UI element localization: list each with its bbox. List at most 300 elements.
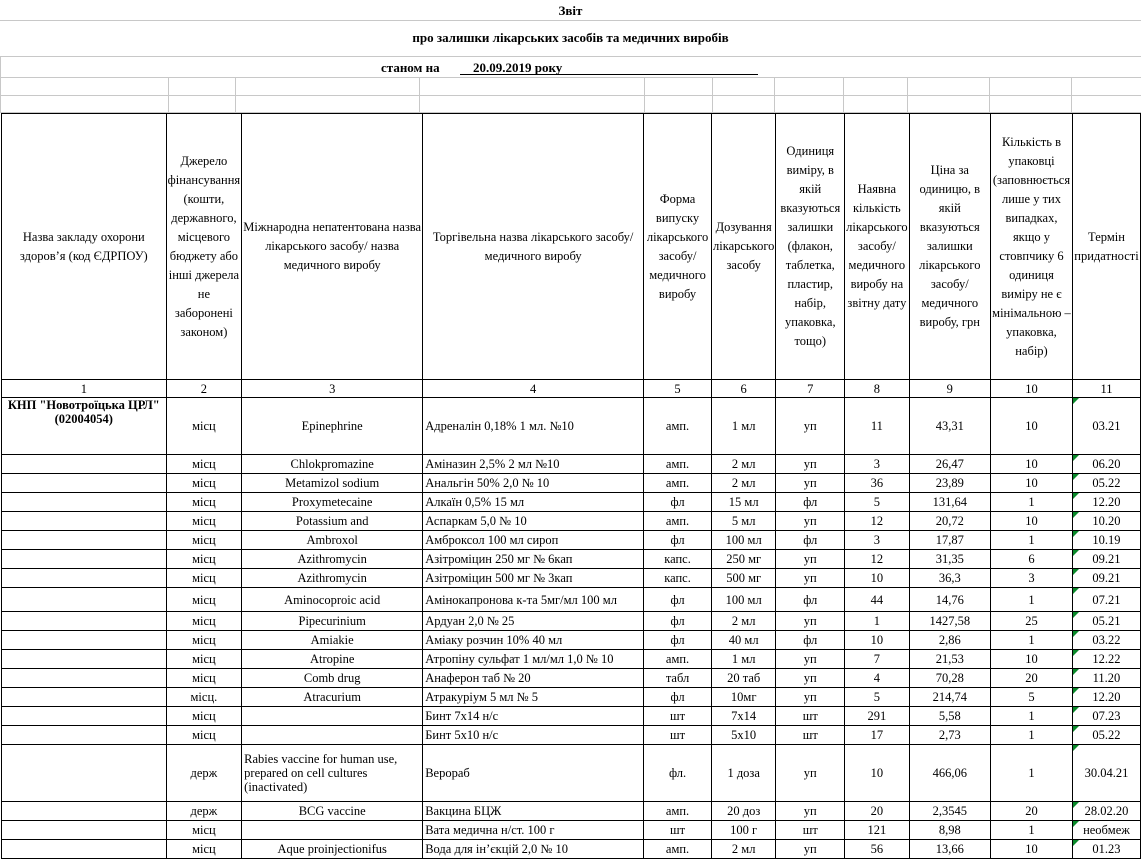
quantity-cell: 56 — [845, 840, 909, 859]
pack-qty-cell: 10 — [991, 455, 1073, 474]
form-cell: фл — [644, 588, 712, 612]
inn-cell — [242, 726, 423, 745]
stock-table — [1, 113, 1141, 859]
funding-source-cell: місц — [166, 493, 242, 512]
expiry-value: 28.02.20 — [1084, 804, 1129, 818]
funding-source-cell: місц — [166, 398, 242, 455]
expiry-cell — [1072, 612, 1140, 631]
form-cell: фл. — [644, 745, 712, 802]
column-number: 1 — [2, 380, 167, 398]
funding-source-cell: місц — [166, 669, 242, 688]
price-cell: 2,3545 — [909, 802, 990, 821]
expiry-value: 07.23 — [1092, 709, 1121, 723]
pack-qty-cell: 25 — [991, 612, 1073, 631]
trade-name-cell: Верораб — [423, 745, 644, 802]
funding-source-cell: місц — [166, 455, 242, 474]
table-row — [2, 493, 1141, 512]
unit-cell: уп — [776, 512, 845, 531]
pack-qty-cell: 1 — [991, 493, 1073, 512]
grid-vline — [712, 78, 713, 113]
quantity-cell: 291 — [845, 707, 909, 726]
funding-source-cell: місц — [166, 707, 242, 726]
header-quantity: Наявна кількість лікарського засобу/медичного виробу на звітну дату — [845, 114, 909, 380]
table-row — [2, 821, 1141, 840]
column-numbers-row — [2, 380, 1141, 398]
quantity-cell: 20 — [845, 802, 909, 821]
header-institution: Назва закладу охорони здоров’я (код ЄДРПОУ) — [2, 114, 167, 380]
cell-comment-marker-icon — [1073, 612, 1079, 618]
trade-name-cell: Аміаку розчин 10% 40 мл — [423, 631, 644, 650]
cell-comment-marker-icon — [1073, 707, 1079, 713]
column-number: 3 — [242, 380, 423, 398]
cell-comment-marker-icon — [1073, 688, 1079, 694]
trade-name-cell: Аспаркам 5,0 № 10 — [423, 512, 644, 531]
expiry-value: 10.20 — [1092, 514, 1121, 528]
header-pack-qty: Кількість в упаковці (заповнюється лише у тих випадках, якщо у стовпчику 6 одиниця виміру не є мінімальною – упаковка, набір) — [991, 114, 1073, 380]
dosage-cell: 100 мл — [711, 531, 775, 550]
funding-source-cell: місц — [166, 588, 242, 612]
funding-source-cell: держ — [166, 802, 242, 821]
price-cell: 36,3 — [909, 569, 990, 588]
expiry-cell — [1072, 840, 1140, 859]
inn-cell — [242, 707, 423, 726]
institution-cell — [2, 650, 167, 669]
price-cell: 23,89 — [909, 474, 990, 493]
expiry-value: 12.20 — [1092, 495, 1121, 509]
column-number: 7 — [776, 380, 845, 398]
quantity-cell: 4 — [845, 669, 909, 688]
grid-vline — [774, 78, 775, 113]
unit-cell: уп — [776, 612, 845, 631]
unit-cell: шт — [776, 726, 845, 745]
price-cell: 43,31 — [909, 398, 990, 455]
dosage-cell: 10мг — [711, 688, 775, 707]
quantity-cell: 12 — [845, 512, 909, 531]
trade-name-cell: Аміназин 2,5% 2 мл №10 — [423, 455, 644, 474]
table-row — [2, 669, 1141, 688]
inn-cell: Aque proinjectionifus — [242, 840, 423, 859]
price-cell: 466,06 — [909, 745, 990, 802]
unit-cell: уп — [776, 474, 845, 493]
cell-comment-marker-icon — [1073, 569, 1079, 575]
institution-code: (02004054) — [54, 412, 113, 426]
expiry-cell — [1072, 726, 1140, 745]
trade-name-cell: Азітроміцин 500 мг № 3кап — [423, 569, 644, 588]
unit-cell: уп — [776, 569, 845, 588]
funding-source-cell: місц — [166, 550, 242, 569]
dosage-cell: 5х10 — [711, 726, 775, 745]
inn-cell: BCG vaccine — [242, 802, 423, 821]
cell-comment-marker-icon — [1073, 745, 1079, 751]
table-row — [2, 650, 1141, 669]
institution-cell — [2, 550, 167, 569]
expiry-value: 05.22 — [1092, 476, 1121, 490]
unit-cell: уп — [776, 398, 845, 455]
unit-cell: уп — [776, 745, 845, 802]
form-cell: фл — [644, 531, 712, 550]
table-row — [2, 631, 1141, 650]
header-expiry: Термін придатності — [1072, 114, 1140, 380]
table-row — [2, 550, 1141, 569]
form-cell: амп. — [644, 650, 712, 669]
expiry-value: 09.21 — [1092, 552, 1121, 566]
dosage-cell: 20 таб — [711, 669, 775, 688]
institution-cell — [2, 802, 167, 821]
inn-cell: Azithromycin — [242, 569, 423, 588]
grid-vline — [235, 78, 236, 113]
funding-source-cell: місц — [166, 726, 242, 745]
form-cell: шт — [644, 821, 712, 840]
unit-cell: фл — [776, 588, 845, 612]
unit-cell: уп — [776, 840, 845, 859]
trade-name-cell: Вата медична н/ст. 100 г — [423, 821, 644, 840]
pack-qty-cell: 6 — [991, 550, 1073, 569]
quantity-cell: 3 — [845, 531, 909, 550]
cell-comment-marker-icon — [1073, 650, 1079, 656]
inn-cell: Potassium and — [242, 512, 423, 531]
dosage-cell: 1 мл — [711, 398, 775, 455]
expiry-value: 11.20 — [1092, 671, 1121, 685]
grid-vline — [907, 78, 908, 113]
unit-cell: уп — [776, 669, 845, 688]
trade-name-cell: Бинт 7х14 н/с — [423, 707, 644, 726]
trade-name-cell: Амінокапронова к-та 5мг/мл 100 мл — [423, 588, 644, 612]
funding-source-cell: держ — [166, 745, 242, 802]
table-row — [2, 569, 1141, 588]
dosage-cell: 1 доза — [711, 745, 775, 802]
quantity-cell: 17 — [845, 726, 909, 745]
form-cell: шт — [644, 707, 712, 726]
funding-source-cell: місц — [166, 612, 242, 631]
price-cell: 31,35 — [909, 550, 990, 569]
cell-comment-marker-icon — [1073, 821, 1079, 827]
unit-cell: фл — [776, 631, 845, 650]
table-row — [2, 745, 1141, 802]
pack-qty-cell: 10 — [991, 512, 1073, 531]
expiry-value: 30.04.21 — [1084, 766, 1129, 780]
header-inn: Міжнародна непатентована назва лікарського засобу/ назва медичного виробу — [242, 114, 423, 380]
expiry-cell — [1072, 688, 1140, 707]
header-trade-name: Торгівельна назва лікарського засобу/ медичного виробу — [423, 114, 644, 380]
dosage-cell: 1 мл — [711, 650, 775, 669]
price-cell: 5,58 — [909, 707, 990, 726]
expiry-cell — [1072, 821, 1140, 840]
funding-source-cell: місц — [166, 650, 242, 669]
inn-cell: Rabies vaccine for human use, prepared on cell cultures (inactivated) — [242, 745, 423, 802]
cell-comment-marker-icon — [1073, 550, 1079, 556]
expiry-value: 09.21 — [1092, 571, 1121, 585]
institution-cell — [2, 707, 167, 726]
expiry-cell — [1072, 707, 1140, 726]
pack-qty-cell: 10 — [991, 398, 1073, 455]
report-subtitle: про залишки лікарських засобів та медичних виробів — [412, 30, 729, 45]
trade-name-cell: Азітроміцин 250 мг № 6кап — [423, 550, 644, 569]
cell-comment-marker-icon — [1073, 455, 1079, 461]
institution-cell — [2, 669, 167, 688]
unit-cell: уп — [776, 688, 845, 707]
cell-comment-marker-icon — [1073, 840, 1079, 846]
dosage-cell: 2 мл — [711, 455, 775, 474]
expiry-value: 10.19 — [1092, 533, 1121, 547]
pack-qty-cell: 1 — [991, 726, 1073, 745]
date-underline — [460, 74, 758, 75]
trade-name-cell: Анаферон таб № 20 — [423, 669, 644, 688]
as-of-label: станом на — [381, 60, 440, 75]
form-cell: амп. — [644, 474, 712, 493]
form-cell: фл — [644, 688, 712, 707]
pack-qty-cell: 1 — [991, 588, 1073, 612]
quantity-cell: 1 — [845, 612, 909, 631]
trade-name-cell: Амброксол 100 мл сироп — [423, 531, 644, 550]
trade-name-cell: Адреналін 0,18% 1 мл. №10 — [423, 398, 644, 455]
expiry-cell — [1072, 474, 1140, 493]
cell-comment-marker-icon — [1073, 493, 1079, 499]
trade-name-cell: Вакцина БЦЖ — [423, 802, 644, 821]
dosage-cell: 100 г — [711, 821, 775, 840]
pack-qty-cell: 1 — [991, 821, 1073, 840]
expiry-value: 03.21 — [1092, 419, 1121, 433]
inn-cell: Aminocoproic acid — [242, 588, 423, 612]
institution-cell — [2, 531, 167, 550]
form-cell: капс. — [644, 569, 712, 588]
trade-name-cell: Бинт 5х10 н/с — [423, 726, 644, 745]
quantity-cell: 10 — [845, 745, 909, 802]
dosage-cell: 5 мл — [711, 512, 775, 531]
column-number: 9 — [909, 380, 990, 398]
price-cell: 2,73 — [909, 726, 990, 745]
cell-comment-marker-icon — [1073, 669, 1079, 675]
inn-cell: Epinephrine — [242, 398, 423, 455]
dosage-cell: 2 мл — [711, 474, 775, 493]
pack-qty-cell: 1 — [991, 531, 1073, 550]
funding-source-cell: місц. — [166, 688, 242, 707]
grid-vline — [168, 78, 169, 113]
header-dosage: Дозування лікарського засобу — [711, 114, 775, 380]
column-number: 11 — [1072, 380, 1140, 398]
institution-cell — [2, 688, 167, 707]
institution-cell — [2, 745, 167, 802]
table-row — [2, 612, 1141, 631]
cell-comment-marker-icon — [1073, 802, 1079, 808]
dosage-cell: 2 мл — [711, 840, 775, 859]
price-cell: 26,47 — [909, 455, 990, 474]
inn-cell: Metamizol sodium — [242, 474, 423, 493]
inn-cell: Amiakie — [242, 631, 423, 650]
expiry-value: 12.22 — [1092, 652, 1121, 666]
grid-vline — [0, 57, 1, 113]
column-number: 6 — [711, 380, 775, 398]
institution-cell — [2, 474, 167, 493]
expiry-value: 05.21 — [1092, 614, 1121, 628]
institution-cell — [2, 398, 167, 455]
grid-vline — [1071, 78, 1072, 113]
institution-cell — [2, 455, 167, 474]
quantity-cell: 3 — [845, 455, 909, 474]
institution-cell — [2, 840, 167, 859]
inn-cell: Ambroxol — [242, 531, 423, 550]
cell-comment-marker-icon — [1073, 531, 1079, 537]
dosage-cell: 40 мл — [711, 631, 775, 650]
header-price: Ціна за одиницю, в якій вказуються залишки лікарського засобу/медичного виробу, грн — [909, 114, 990, 380]
institution-cell — [2, 821, 167, 840]
institution-cell — [2, 512, 167, 531]
funding-source-cell: місц — [166, 569, 242, 588]
funding-source-cell: місц — [166, 531, 242, 550]
expiry-value: необмеж — [1083, 823, 1130, 837]
institution-cell — [2, 569, 167, 588]
column-number: 5 — [644, 380, 712, 398]
form-cell: шт — [644, 726, 712, 745]
inn-cell: Proxymetecaine — [242, 493, 423, 512]
dosage-cell: 2 мл — [711, 612, 775, 631]
institution-cell — [2, 588, 167, 612]
price-cell: 20,72 — [909, 512, 990, 531]
price-cell: 2,86 — [909, 631, 990, 650]
dosage-cell: 500 мг — [711, 569, 775, 588]
quantity-cell: 5 — [845, 493, 909, 512]
table-row — [2, 688, 1141, 707]
funding-source-cell: місц — [166, 840, 242, 859]
pack-qty-cell: 10 — [991, 474, 1073, 493]
unit-cell: фл — [776, 493, 845, 512]
header-row — [2, 114, 1141, 380]
form-cell: амп. — [644, 455, 712, 474]
quantity-cell: 10 — [845, 569, 909, 588]
trade-name-cell: Атракуріум 5 мл № 5 — [423, 688, 644, 707]
table-row — [2, 707, 1141, 726]
institution-name: КНП "Новотроїцька ЦРЛ" — [7, 398, 160, 412]
form-cell: фл — [644, 612, 712, 631]
unit-cell: шт — [776, 821, 845, 840]
price-cell: 13,66 — [909, 840, 990, 859]
expiry-cell — [1072, 550, 1140, 569]
header-form: Форма випуску лікарського засобу/ медичного виробу — [644, 114, 712, 380]
table-row — [2, 840, 1141, 859]
funding-source-cell: місц — [166, 474, 242, 493]
expiry-cell — [1072, 493, 1140, 512]
quantity-cell: 11 — [845, 398, 909, 455]
header-unit: Одиниця виміру, в якій вказуються залишки (флакон, таблетка, пластир, набір, упаковка, тощо) — [776, 114, 845, 380]
dosage-cell: 250 мг — [711, 550, 775, 569]
price-cell: 8,98 — [909, 821, 990, 840]
price-cell: 131,64 — [909, 493, 990, 512]
pack-qty-cell: 3 — [991, 569, 1073, 588]
grid-vline — [419, 78, 420, 113]
table-row — [2, 398, 1141, 455]
table-row — [2, 588, 1141, 612]
form-cell: капс. — [644, 550, 712, 569]
form-cell: табл — [644, 669, 712, 688]
dosage-cell: 20 доз — [711, 802, 775, 821]
expiry-cell — [1072, 455, 1140, 474]
column-number: 2 — [166, 380, 242, 398]
expiry-value: 12.20 — [1092, 690, 1121, 704]
table-row — [2, 455, 1141, 474]
pack-qty-cell: 5 — [991, 688, 1073, 707]
price-cell: 214,74 — [909, 688, 990, 707]
trade-name-cell: Атропіну сульфат 1 мл/мл 1,0 № 10 — [423, 650, 644, 669]
expiry-cell — [1072, 802, 1140, 821]
inn-cell: Comb drug — [242, 669, 423, 688]
cell-comment-marker-icon — [1073, 631, 1079, 637]
pack-qty-cell: 20 — [991, 669, 1073, 688]
unit-cell: уп — [776, 650, 845, 669]
institution-cell — [2, 631, 167, 650]
expiry-cell — [1072, 398, 1140, 455]
column-number: 10 — [991, 380, 1073, 398]
expiry-cell — [1072, 531, 1140, 550]
pack-qty-cell: 10 — [991, 840, 1073, 859]
cell-comment-marker-icon — [1073, 726, 1079, 732]
trade-name-cell: Ардуан 2,0 № 25 — [423, 612, 644, 631]
quantity-cell: 121 — [845, 821, 909, 840]
form-cell: амп. — [644, 802, 712, 821]
inn-cell: Chlokpromazine — [242, 455, 423, 474]
institution-cell — [2, 612, 167, 631]
expiry-value: 01.23 — [1092, 842, 1121, 856]
cell-comment-marker-icon — [1073, 588, 1079, 594]
trade-name-cell: Алкаїн 0,5% 15 мл — [423, 493, 644, 512]
funding-source-cell: місц — [166, 821, 242, 840]
funding-source-cell: місц — [166, 512, 242, 531]
grid-vline — [989, 78, 990, 113]
cell-comment-marker-icon — [1073, 398, 1079, 404]
institution-cell — [2, 493, 167, 512]
price-cell: 17,87 — [909, 531, 990, 550]
form-cell: амп. — [644, 398, 712, 455]
expiry-value: 03.22 — [1092, 633, 1121, 647]
cell-comment-marker-icon — [1073, 474, 1079, 480]
unit-cell: фл — [776, 531, 845, 550]
quantity-cell: 7 — [845, 650, 909, 669]
quantity-cell: 36 — [845, 474, 909, 493]
pack-qty-cell: 10 — [991, 650, 1073, 669]
unit-cell: уп — [776, 455, 845, 474]
table-row — [2, 802, 1141, 821]
quantity-cell: 12 — [845, 550, 909, 569]
institution-cell — [2, 726, 167, 745]
title-row-4 — [0, 78, 1141, 96]
inn-cell: Atropine — [242, 650, 423, 669]
title-row-5 — [0, 96, 1141, 113]
form-cell: фл — [644, 631, 712, 650]
grid-vline — [843, 78, 844, 113]
inn-cell: Pipecurinium — [242, 612, 423, 631]
as-of-date: 20.09.2019 року — [473, 60, 563, 75]
funding-source-cell: місц — [166, 631, 242, 650]
table-row — [2, 726, 1141, 745]
quantity-cell: 44 — [845, 588, 909, 612]
form-cell: фл — [644, 493, 712, 512]
cell-comment-marker-icon — [1073, 512, 1079, 518]
expiry-cell — [1072, 569, 1140, 588]
price-cell: 70,28 — [909, 669, 990, 688]
expiry-cell — [1072, 650, 1140, 669]
form-cell: амп. — [644, 840, 712, 859]
inn-cell: Atracurium — [242, 688, 423, 707]
unit-cell: шт — [776, 707, 845, 726]
inn-cell: Azithromycin — [242, 550, 423, 569]
dosage-cell: 15 мл — [711, 493, 775, 512]
pack-qty-cell: 20 — [991, 802, 1073, 821]
pack-qty-cell: 1 — [991, 707, 1073, 726]
grid-vline — [644, 78, 645, 113]
column-number: 8 — [845, 380, 909, 398]
price-cell: 21,53 — [909, 650, 990, 669]
price-cell: 14,76 — [909, 588, 990, 612]
expiry-value: 07.21 — [1092, 592, 1121, 607]
form-cell: амп. — [644, 512, 712, 531]
